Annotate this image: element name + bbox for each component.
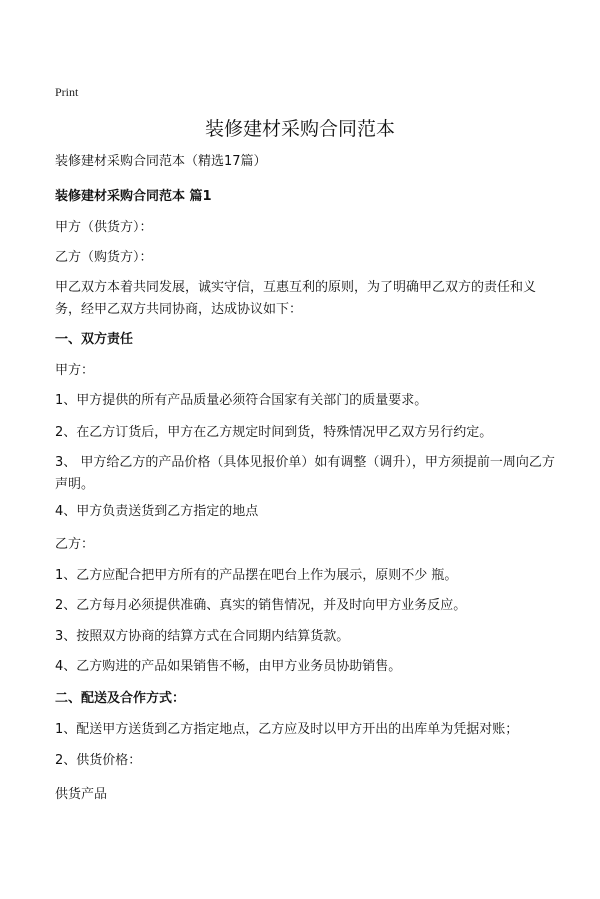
party-b-item-4: 4、乙方购进的产品如果销售不畅，由甲方业务员协助销售。	[55, 659, 402, 674]
party-a-item-1: 1、甲方提供的所有产品质量必须符合国家有关部门的质量要求。	[55, 393, 428, 408]
document-title: 装修建材采购合同范本	[204, 118, 395, 140]
party-b-item-2: 2、乙方每月必须提供准确、真实的销售情况，并及时向甲方业务反应。	[55, 598, 467, 613]
party-b-item-1: 1、乙方应配合把甲方所有的产品摆在吧台上作为展示，原则不少 瓶。	[55, 568, 458, 583]
party-a-item-3: 3、 甲方给乙方的产品价格（具体见报价单）如有调整（调升），甲方须提前一周向乙方声明。	[55, 455, 555, 492]
party-a-item-4: 4、甲方负责送货到乙方指定的地点	[55, 504, 259, 519]
party-a-item-2: 2、在乙方订货后，甲方在乙方规定时间到货，特殊情况甲乙双方另行约定。	[55, 425, 493, 440]
heading-delivery: 二、配送及合作方式：	[55, 691, 186, 706]
party-b-item-3: 3、按照双方协商的结算方式在合同期内结算货款。	[55, 629, 350, 644]
party-b-label: 乙方：	[55, 537, 95, 552]
section-heading: 装修建材采购合同范本 篇1	[55, 189, 212, 204]
party-a-line: 甲方（供货方）：	[55, 220, 153, 235]
intro-paragraph: 甲乙双方本着共同发展，诚实守信，互惠互利的原则，为了明确甲乙双方的责任和义务，经甲乙双方共同协商，达成协议如下：	[55, 280, 537, 317]
delivery-item-1: 1、配送甲方送货到乙方指定地点，乙方应及时以甲方开出的出库单为凭据对账；	[55, 722, 519, 737]
print-link[interactable]: Print	[55, 85, 79, 99]
supply-product-label: 供货产品	[55, 787, 108, 802]
heading-responsibilities: 一、双方责任	[55, 332, 134, 347]
party-a-label: 甲方：	[55, 363, 95, 378]
document-subtitle: 装修建材采购合同范本（精选17篇）	[55, 154, 267, 169]
delivery-item-2: 2、供货价格：	[55, 753, 142, 768]
party-b-line: 乙方（购货方）：	[55, 250, 153, 265]
